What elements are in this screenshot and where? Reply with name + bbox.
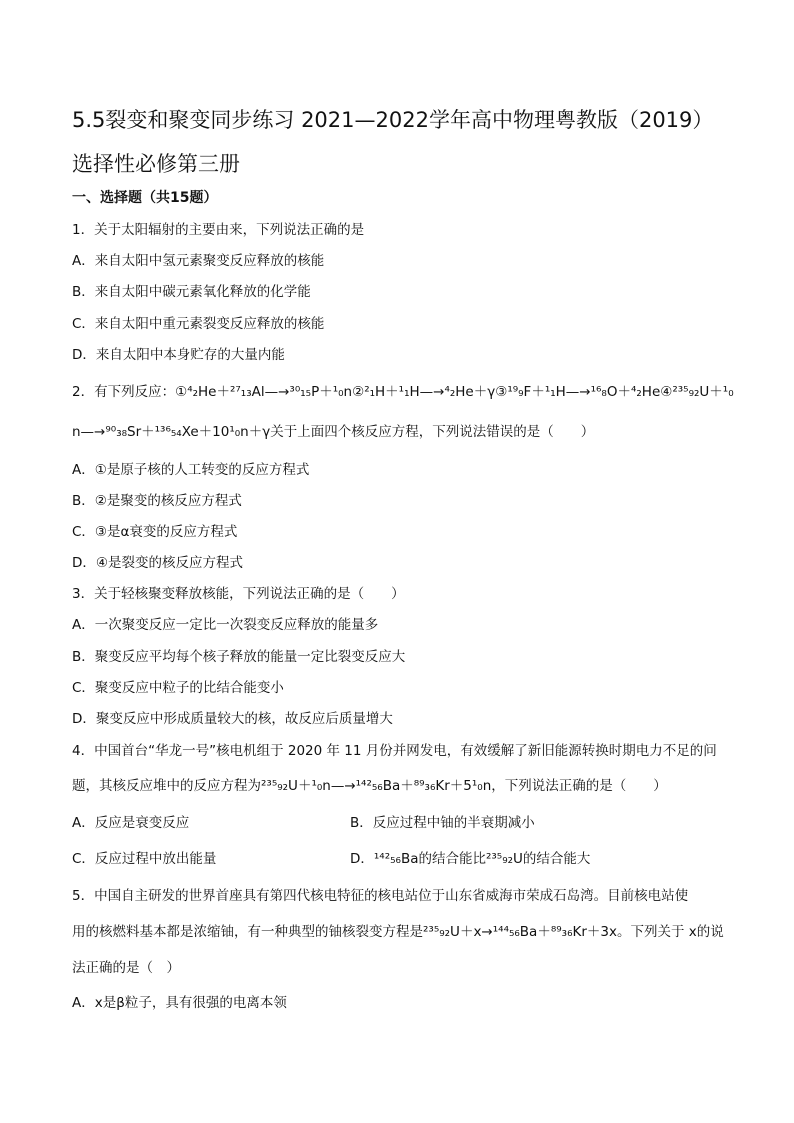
- question-5-stem-line2: 用的核燃料基本都是浓缩铀，有一种典型的铀核裂变方程是²³⁵₉₂U＋x→¹⁴⁴₅₆Ba＋⁸⁹₃₆Kr＋3x。下列关于 x的说: [72, 924, 724, 940]
- question-1-option-d: D．来自太阳中本身贮存的大量内能: [72, 347, 285, 363]
- question-2-option-a: A．①是原子核的人工转变的反应方程式: [72, 462, 310, 478]
- question-1-option-c: C．来自太阳中重元素裂变反应释放的核能: [72, 316, 325, 332]
- question-4-stem-line2: 题，其核反应堆中的反应方程为²³⁵₉₂U＋¹₀n—→¹⁴²₅₆Ba＋⁸⁹₃₆Kr＋5¹₀n，下列说法正确的是（ ）: [72, 778, 667, 794]
- question-2-option-c: C．③是α衰变的反应方程式: [72, 524, 238, 540]
- question-4-option-d: D．¹⁴²₅₆Ba的结合能比²³⁵₉₂U的结合能大: [350, 851, 591, 867]
- question-3-stem: 3．关于轻核聚变释放核能，下列说法正确的是（ ）: [72, 586, 405, 602]
- section-heading: 一、选择题（共15题）: [72, 190, 218, 206]
- question-5-stem-line3: 法正确的是（ ）: [72, 960, 180, 976]
- question-2-stem-line1: 2．有下列反应：①⁴₂He＋²⁷₁₃Al—→³⁰₁₅P＋¹₀n②²₁H＋¹₁H—→⁴₂He＋γ③¹⁹₉F＋¹₁H—→¹⁶₈O＋⁴₂He④²³⁵₉₂U＋¹₀: [72, 384, 734, 400]
- question-2-option-d: D．④是裂变的核反应方程式: [72, 555, 243, 571]
- question-1-stem: 1．关于太阳辐射的主要由来，下列说法正确的是: [72, 222, 365, 238]
- question-4-option-a: A．反应是衰变反应: [72, 815, 190, 831]
- question-2-option-b: B．②是聚变的核反应方程式: [72, 493, 242, 509]
- page-title: 5.5裂变和聚变同步练习 2021—2022学年高中物理粤教版（2019）选择性必修第三册: [72, 108, 714, 176]
- question-4-stem-line1: 4．中国首台“华龙一号”核电机组于 2020 年 11 月份并网发电，有效缓解了新旧能源转换时期电力不足的问: [72, 743, 717, 759]
- question-3-option-c: C．聚变反应中粒子的比结合能变小: [72, 680, 284, 696]
- question-3-option-a: A．一次聚变反应一定比一次裂变反应释放的能量多: [72, 617, 379, 633]
- question-1-option-a: A．来自太阳中氢元素聚变反应释放的核能: [72, 253, 325, 269]
- question-2-stem-line2: n—→⁹⁰₃₈Sr＋¹³⁶₅₄Xe＋10¹₀n＋γ关于上面四个核反应方程，下列说法错误的是（ ）: [72, 424, 595, 440]
- question-5-option-a: A．x是β粒子，具有很强的电离本领: [72, 995, 287, 1011]
- question-4-option-c: C．反应过程中放出能量: [72, 851, 217, 867]
- question-4-option-b: B．反应过程中铀的半衰期减小: [350, 815, 535, 831]
- question-3-option-d: D．聚变反应中形成质量较大的核，故反应后质量增大: [72, 711, 393, 727]
- question-3-option-b: B．聚变反应平均每个核子释放的能量一定比裂变反应大: [72, 649, 406, 665]
- question-5-stem-line1: 5．中国自主研发的世界首座具有第四代核电特征的核电站位于山东省威海市荣成石岛湾。目前核电站使: [72, 888, 689, 904]
- question-1-option-b: B．来自太阳中碳元素氧化释放的化学能: [72, 284, 311, 300]
